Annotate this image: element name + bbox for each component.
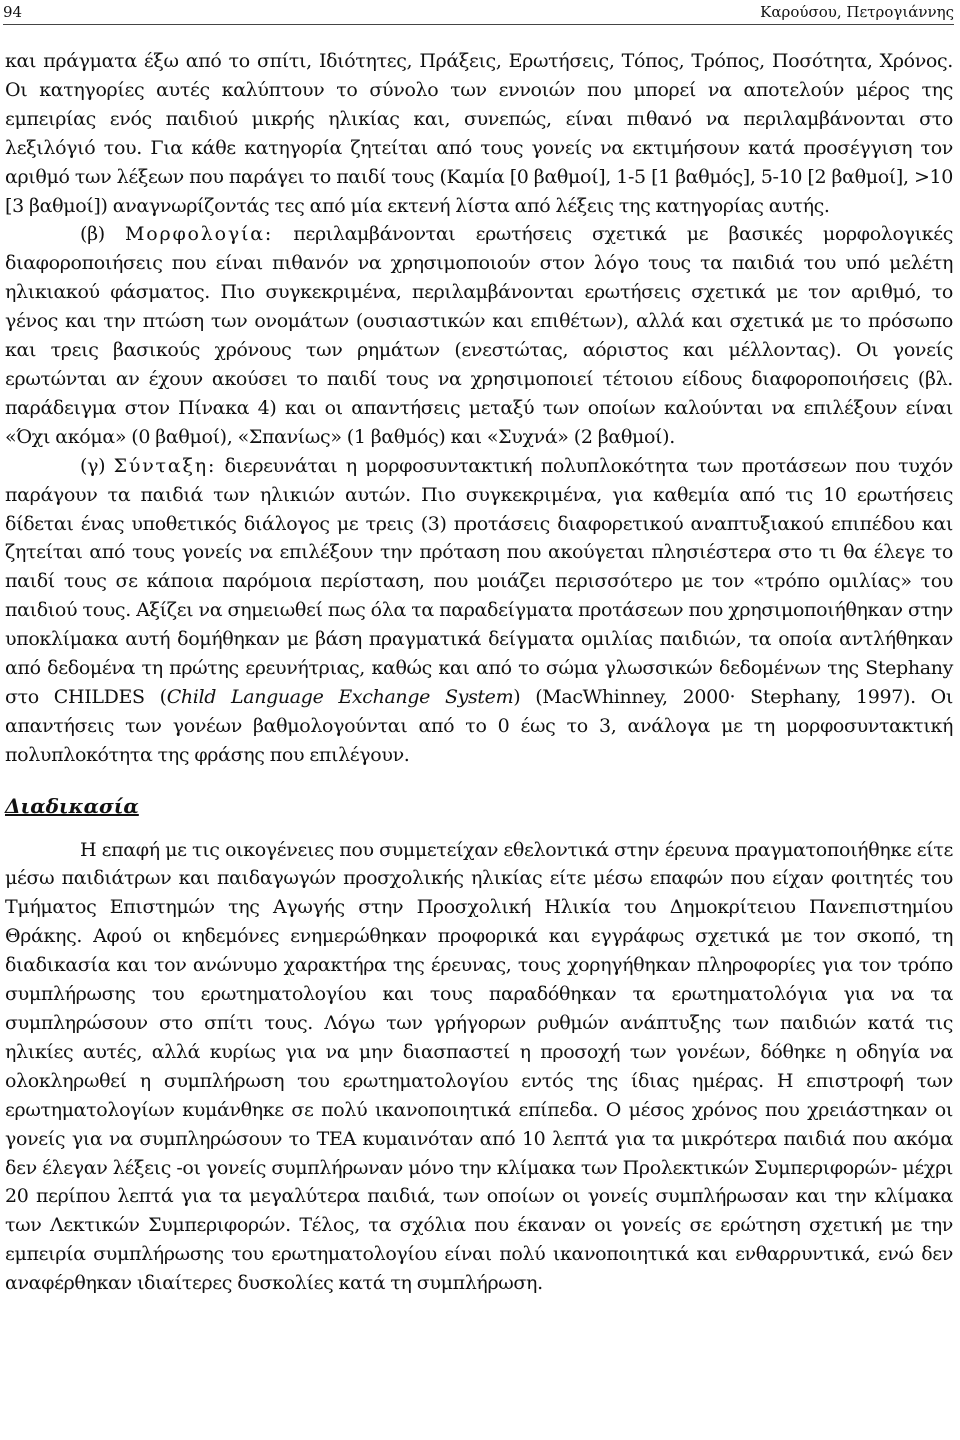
syntax-label: (γ) — [80, 454, 114, 477]
syntax-text-b: ) (MacWhinney, 2000· Stephany, 1997). Οι απαντήσεις των γονέων βαθμολογούνται από το 0 έως το 3, ανάλογα με τη μορφοσυντακτική πολυπλοκότητα της φράσης που επιλέγουν. — [5, 685, 954, 766]
running-head-authors: Καρούσου, Πετρογιάννης — [760, 3, 954, 21]
page-number: 94 — [3, 3, 23, 21]
paragraph-categories-continued: και πράγματα έξω από το σπίτι, Ιδιότητες, Πράξεις, Ερωτήσεις, Τόπος, Τρόπος, Ποσότητα, Χρόνος. Οι κατηγορίες αυτές καλύπτουν το σύνολο των εννοιών που μπορεί να αποτελούν μέρος της εμπειρίας ενός παιδιού μικρής ηλικίας και, συνεπώς, είναι πιθανό να περιλαμβάνονται στο λεξιλόγιό του. Για κάθε κατηγορία ζητείται από τους γονείς να εκτιμήσουν κατά προσέγγιση τον αριθμό των λέξεων που παράγει το παιδί τους (Καμία [0 βαθμοί], 1-5 [1 βαθμός], 5-10 [2 βαθμοί], >10 [3 βαθμοί]) αναγνωρίζοντάς τες από μία εκτενή λίστα από λέξεις της κατηγορίας αυτής. — [5, 50, 953, 217]
syntax-text-a: διερευνάται η μορφοσυντακτική πολυπλοκότητα των προτάσεων που τυχόν παράγουν τα παιδιά των ηλικιών αυτών. Πιο συγκεκριμένα, για καθεμία από τις 10 ερωτήσεις δίδεται ένας υποθετικός διάλογος με τρεις (3) προτάσεις διαφορετικού αναπτυξιακού επιπέδου και ζητείται από τους γονείς να επιλέξουν την πρόταση που ακούγεται πλησιέστερα στο τι θα έλεγε το παιδί τους σε κάποια παρόμοια περίσταση, που μοιάζει περισσότερο με τον «τρόπο ομιλίας» του παιδιού τους. Αξίζει να σημειωθεί πως όλα τα παραδείγματα προτάσεων που χρησιμοποιήθηκαν στην υποκλίμακα αυτή δομήθηκαν με βάση πραγματικά δείγματα ομιλίας παιδιών, τα οποία αντλήθηκαν από δεδομένα τη πρώτης ερευνήτριας, καθώς και από το σώμα γλωσσικών δεδομένων της Stephany στο CHILDES ( — [5, 454, 953, 708]
paragraph-procedure: Η επαφή με τις οικογένειες που συμμετείχαν εθελοντικά στην έρευνα πραγματοποιήθηκε είτε μέσω παιδιάτρων και παιδαγωγών προσχολικής ηλικίας είτε μέσω επαφών που είχαν φοιτητές του Τμήματος Επιστημών της Αγωγής στην Προσχολική Ηλικία του Δημοκρίτειου Πανεπιστημίου Θράκης. Αφού οι κηδεμόνες ενημερώθηκαν προφορικά και εγγράφως σχετικά με τον σκοπό, τη διαδικασία και τον ανώνυμο χαρακτήρα της έρευνας, τους χορηγήθηκαν πληροφορίες για τον τρόπο συμπλήρωσης του ερωτηματολογίου και τους παραδόθηκαν τα ερωτηματολόγια για να τα συμπληρώσουν στο σπίτι τους. Λόγω των γρήγορων ρυθμών ανάπτυξης των παιδιών κατά τις ηλικίες αυτές, αλλά κυρίως για να μην διασπαστεί η προσοχή των γονέων, δόθηκε η οδηγία να ολοκληρωθεί η συμπλήρωση του ερωτηματολογίου εντός της ίδιας ημέρας. Η επιστροφή των ερωτηματολογίων κυμάνθηκε σε πολύ ικανοποιητικά επίπεδα. Ο μέσος χρόνος που χρειάστηκαν οι γονείς για να συμπληρώσουν το ΤΕΑ κυμαινόταν από 10 λεπτά για τα μικρότερα παιδιά που ακόμα δεν έλεγαν λέξεις -οι γονείς συμπλήρωναν μόνο την κλίμακα των Προλεκτικών Συμπεριφορών- μέχρι 20 περίπου λεπτά για τα μεγαλύτερα παιδιά, των οποίων οι γονείς συμπλήρωσαν και την κλίμακα των Λεκτικών Συμπεριφορών. Τέλος, τα σχόλια που έκαναν οι γονείς σε ερώτηση σχετική με την εμπειρία συμπλήρωσης του ερωτηματολογίου είναι πολύ ικανοποιητικά και ενθαρρυντικά, ενώ δεν αναφέρθηκαν ιδιαίτερες δυσκολίες κατά τη συμπλήρωση. — [5, 838, 953, 1295]
childes-expansion: Child Language Exchange System — [166, 685, 514, 708]
running-header — [3, 0, 954, 25]
syntax-term: Σύνταξη: — [113, 454, 217, 477]
section-heading-procedure: Διαδικασία — [5, 793, 139, 818]
paragraph-syntax — [5, 452, 953, 770]
page-body — [5, 47, 953, 1298]
morphology-text: περιλαμβάνονται ερωτήσεις σχετικά με βασικές μορφολογικές διαφοροποιήσεις που είναι πιθανόν να χρησιμοποιούν στον λόγο τους τα παιδιά του υπό μελέτη ηλικιακού φάσματος. Πιο συγκεκριμένα, περιλαμβάνονται ερωτήσεις σχετικά με τον αριθμό, το γένος και την πτώση των ονομάτων (ουσιαστικών και επιθέτων), αλλά και σχετικά με το πρόσωπο και τρεις βασικούς χρόνους των ρημάτων (ενεστώτας, αόριστος και μέλλοντας). Οι γονείς ερωτώνται αν έχουν ακούσει το παιδί τους να χρησιμοποιεί τέτοιου είδους διαφοροποιήσεις (βλ. παράδειγμα στον Πίνακα 4) και οι απαντήσεις μεταξύ των οποίων καλούνται να επιλέξουν είναι «Όχι ακόμα» (0 βαθμοί), «Σπανίως» (1 βαθμός) και «Συχνά» (2 βαθμοί). — [5, 223, 953, 448]
paragraph-morphology — [5, 220, 953, 451]
morphology-term: Μορφολογία: — [124, 223, 274, 246]
morphology-label: (β) — [80, 223, 125, 246]
